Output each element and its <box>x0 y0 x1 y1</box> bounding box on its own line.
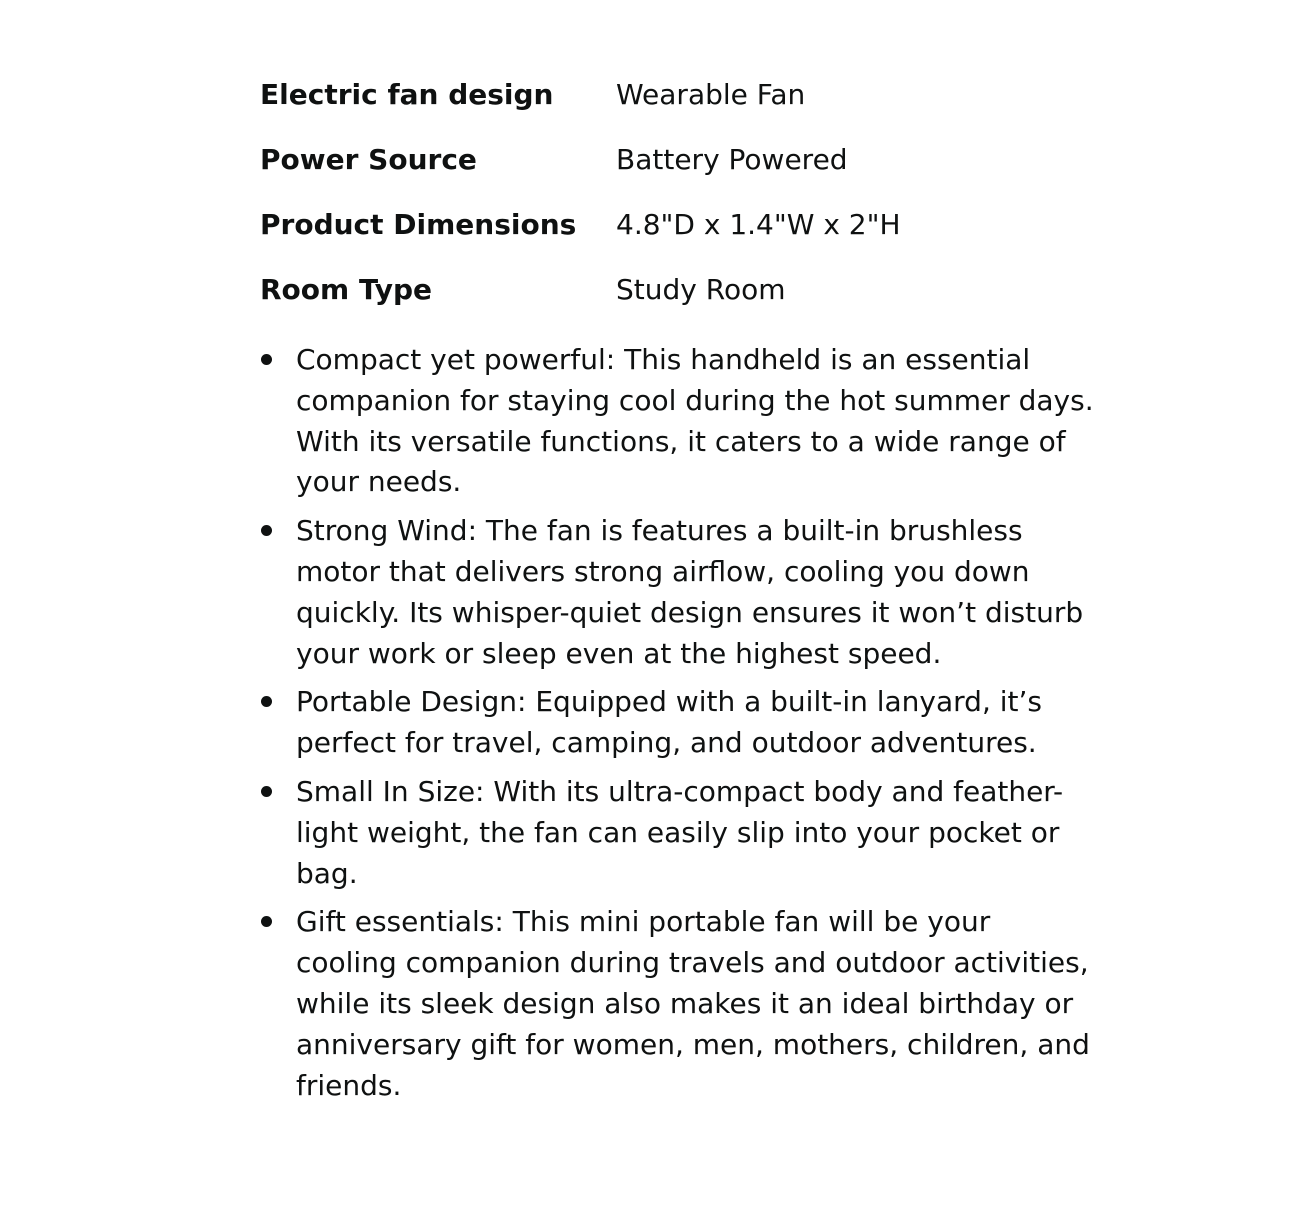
bullet-dot-icon <box>261 916 272 927</box>
feature-bullet-list <box>260 340 1094 1106</box>
spec-row-electric-fan-design <box>260 62 901 127</box>
spec-label: Room Type <box>260 272 433 306</box>
spec-row-power-source <box>260 127 901 192</box>
feature-bullet-text: Strong Wind: The fan is features a built-in brushless motor that delivers strong airflow, cooling you down quickly. Its whisper-quiet design ensures it won’t disturb your work or sleep even at the highest speed. <box>296 514 1084 670</box>
feature-bullet <box>260 682 1096 764</box>
feature-bullet <box>260 340 1096 503</box>
spec-row-product-dimensions <box>260 192 901 257</box>
spec-label: Power Source <box>260 142 477 176</box>
spec-value: Battery Powered <box>616 142 848 176</box>
feature-bullet <box>260 902 1096 1106</box>
spec-value: Wearable Fan <box>616 77 806 111</box>
bullet-dot-icon <box>261 525 272 536</box>
bullet-dot-icon <box>261 786 272 797</box>
spec-value: Study Room <box>616 272 786 306</box>
product-specs-table <box>260 62 901 322</box>
product-details <box>260 62 1094 1114</box>
feature-bullet <box>260 511 1096 674</box>
feature-bullet-text: Small In Size: With its ultra-compact body and feather-light weight, the fan can easily slip into your pocket or bag. <box>296 774 1064 890</box>
spec-label: Electric fan design <box>260 77 554 111</box>
feature-bullet-text: Portable Design: Equipped with a built-in lanyard, it’s perfect for travel, camping, and outdoor adventures. <box>296 685 1042 760</box>
bullet-dot-icon <box>261 696 272 707</box>
spec-row-room-type <box>260 257 901 322</box>
spec-label: Product Dimensions <box>260 207 577 241</box>
feature-bullet-text: Gift essentials: This mini portable fan will be your cooling companion during travels and outdoor activities, while its sleek design also makes it an ideal birthday or anniversary gift for women, men, mothers, children, and friends. <box>296 905 1090 1102</box>
feature-bullet-text: Compact yet powerful: This handheld is an essential companion for staying cool during the hot summer days. With its versatile functions, it caters to a wide range of your needs. <box>296 343 1094 499</box>
bullet-dot-icon <box>261 354 272 365</box>
feature-bullet <box>260 772 1096 894</box>
spec-value: 4.8"D x 1.4"W x 2"H <box>616 207 901 241</box>
